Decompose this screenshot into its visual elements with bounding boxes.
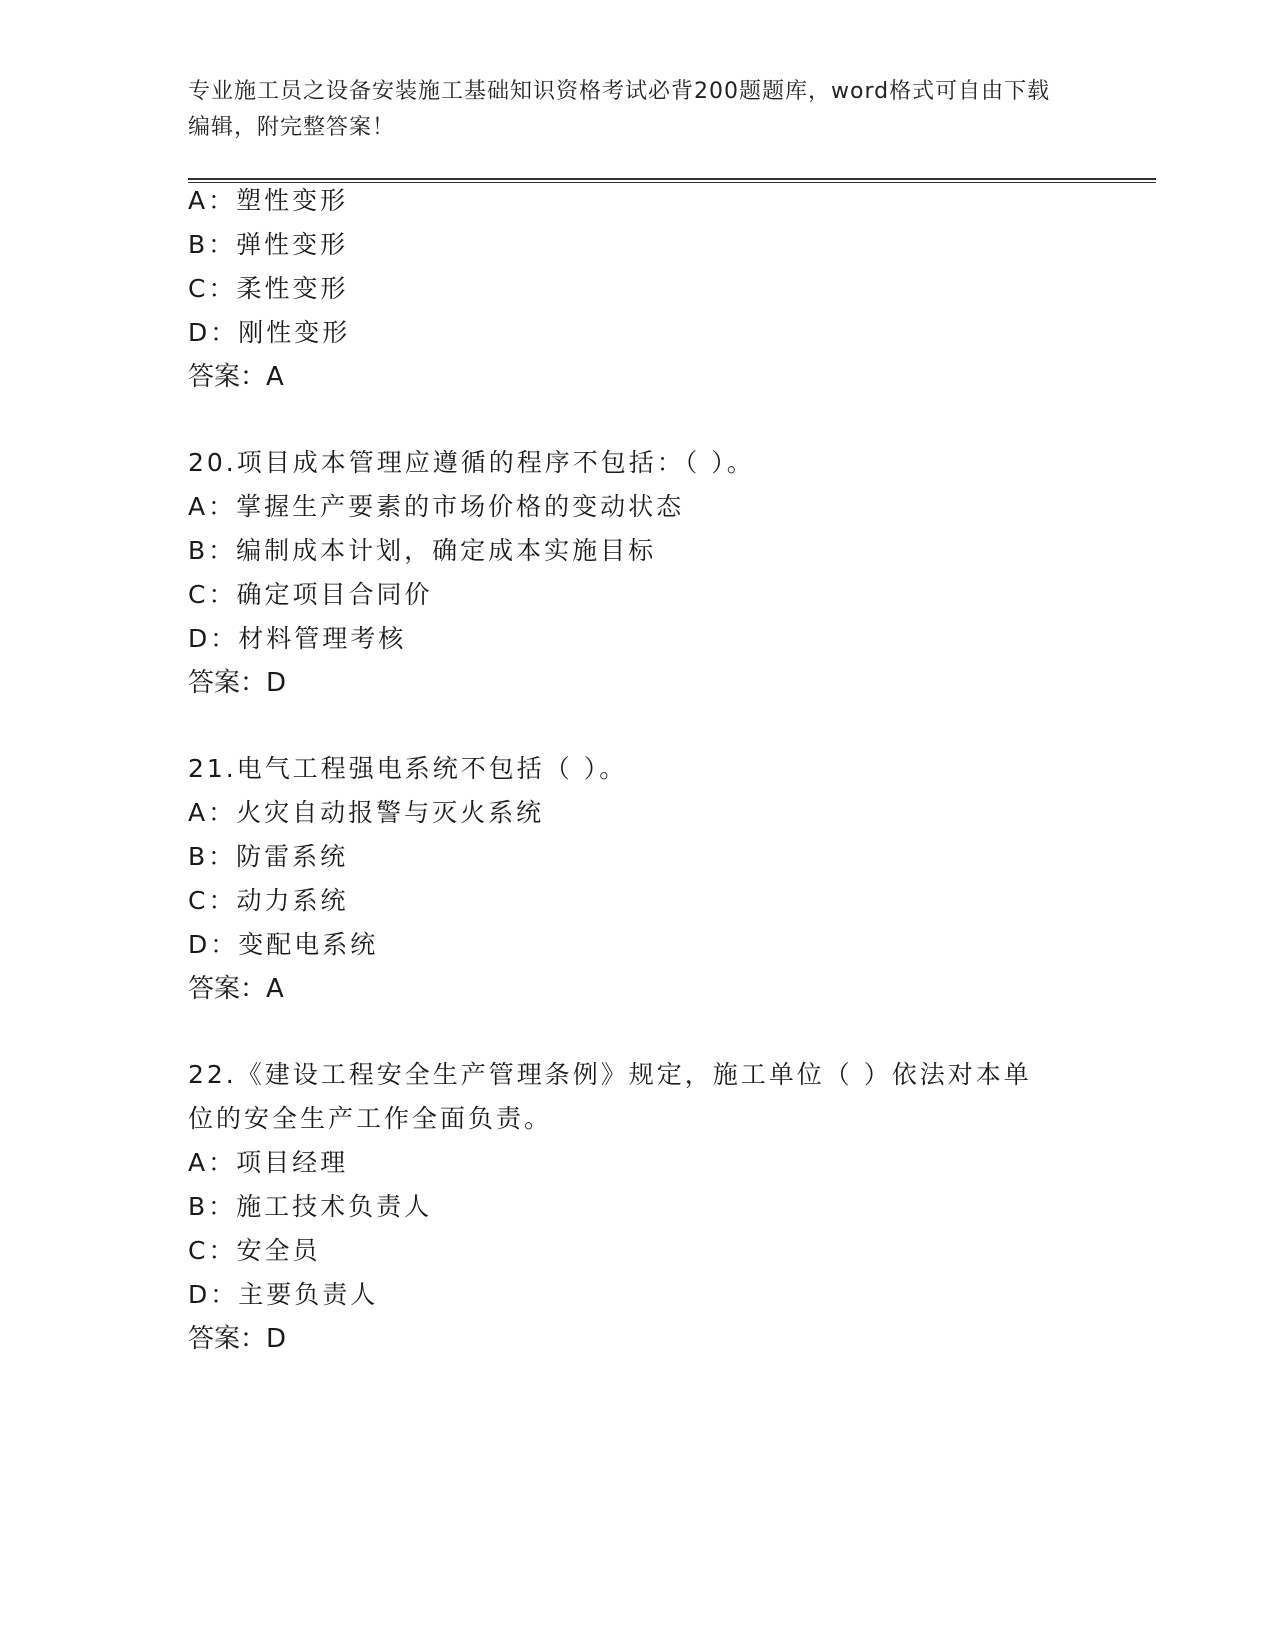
q21-answer: 答案：A — [188, 974, 284, 1004]
q20-option-d: D：材料管理考核 — [188, 624, 407, 653]
q22-answer: 答案：D — [188, 1324, 287, 1354]
document-header: 专业施工员之设备安装施工基础知识资格考试必背200题题库，word格式可自由下载编辑，附完整答案！ — [188, 79, 1051, 140]
q22-option-c: C：安全员 — [188, 1236, 321, 1265]
q21-option-a: A：火灾自动报警与灭火系统 — [188, 798, 545, 827]
q20-option-a: A：掌握生产要素的市场价格的变动状态 — [188, 492, 685, 521]
q20-option-c: C：确定项目合同价 — [188, 580, 433, 609]
q19-option-d: D：刚性变形 — [188, 318, 351, 347]
q21-option-c: C：动力系统 — [188, 886, 349, 915]
q19-option-b: B：弹性变形 — [188, 230, 349, 259]
q21-stem: 21.电气工程强电系统不包括（ ）。 — [188, 754, 628, 783]
q22-option-a: A：项目经理 — [188, 1148, 349, 1177]
q19-option-c: C：柔性变形 — [188, 274, 349, 303]
q19-option-a: A：塑性变形 — [188, 186, 349, 215]
q19-answer: 答案：A — [188, 362, 284, 392]
q20-stem: 20.项目成本管理应遵循的程序不包括：（ ）。 — [188, 448, 755, 477]
q22-stem-line2: 位的安全生产工作全面负责。 — [188, 1104, 553, 1133]
q22-option-b: B：施工技术负责人 — [188, 1192, 433, 1221]
header-divider — [188, 178, 1156, 183]
q20-option-b: B：编制成本计划，确定成本实施目标 — [188, 536, 657, 565]
q21-option-d: D：变配电系统 — [188, 930, 379, 959]
q20-answer: 答案：D — [188, 668, 287, 698]
q22-option-d: D：主要负责人 — [188, 1280, 379, 1309]
q21-option-b: B：防雷系统 — [188, 842, 349, 871]
q22-stem-line1: 22.《建设工程安全生产管理条例》规定，施工单位（ ）依法对本单 — [188, 1060, 1032, 1089]
